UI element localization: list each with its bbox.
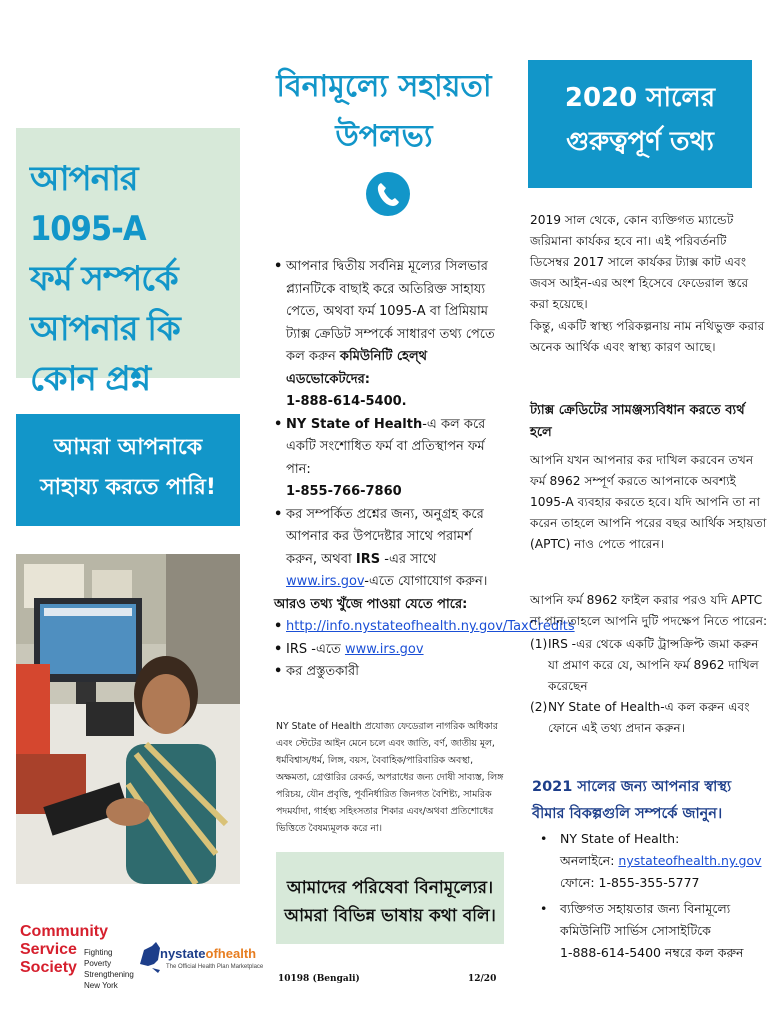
- help-line: সাহায্য করতে পারি!: [40, 475, 216, 500]
- services-line: আমরা বিভিন্ন ভাষায় কথা বলি।: [284, 906, 496, 926]
- enroll-paragraph: কিন্তু, একটি স্বাস্থ্য পরিকল্পনায় নাম নথিভুক্ত করার অনেক আর্থিক এবং স্বাস্থ্য কারণ আছে।: [530, 319, 765, 354]
- form-8962-paragraph: আপনি যখন আপনার কর দাখিল করবেন তখন ফর্ম 8962 সম্পূর্ণ করতে আপনাকে অবশ্যই 1095-A ব্যবহার করতে হবে। যদি আপনি তা না করেন তাহলে আপনি পরের বছর আর্থিক সহায়তা (APTC) নাও পেতে পারেন।: [530, 453, 767, 551]
- mandate-paragraph: 2019 সাল থেকে, কোন ব্যক্তিগত ম্যান্ডেট জরিমানা কার্যকর হবে না। এই পরিবর্তনটি ডিসেম্বর 2017 সালে কার্যকর ট্যাক্স কাট এবং জবস আইন-এর অংশ হিসেবে ফেডেরাল স্তরে করা হয়েছে।: [530, 213, 749, 311]
- logo-line: Society: [20, 959, 77, 976]
- heading-line: 2021 সালের জন্য আপনার স্বাস্থ্য: [532, 779, 732, 795]
- list-item: • NY State of Health:: [532, 828, 768, 850]
- reconcile-heading: ট্যাক্স ক্রেডিটের সামঞ্জস্যবিধান করতে ব্যর্থ হলে: [530, 403, 745, 440]
- phone-number[interactable]: 1-888-614-5400.: [286, 394, 407, 409]
- question-line: আপনার 1095-A: [30, 159, 146, 249]
- office-worker-photo: [16, 554, 240, 884]
- ny-state-map-icon: [138, 940, 162, 974]
- list-item: [274, 639, 506, 662]
- document-date: 12/20: [468, 974, 497, 984]
- box-line: গুরুত্বপূর্ণ তথ্য: [566, 127, 714, 157]
- tagline-line: New York: [84, 981, 118, 990]
- list-item: [274, 256, 506, 414]
- online-label: অনলাইনে:: [560, 853, 615, 868]
- nysoh-website-link[interactable]: nystateofhealth.ny.gov: [618, 853, 762, 868]
- step-text: NY State of Health-এ কল করুন এবং ফোনে এই তথ্য প্রদান করুন।: [548, 700, 750, 735]
- list-item: [274, 414, 506, 504]
- title-line: বিনামূল্যে সহায়তা: [276, 69, 492, 104]
- panel-left: [0, 0, 264, 1024]
- nondiscrimination-notice: NY State of Health প্রযোজ্য ফেডেরাল নাগরিক অধিকার এবং স্টেটের আইন মেনে চলে এবং জাতি, বর্ণ, জাতীয় মূল, ধর্মবিশ্বাস/ধর্ম, লিঙ্গ, বয়স, বৈবাহিক/পারিবারিক অবস্থা, অক্ষমতা, গ্রেপ্তারির রেকর্ড, অপরাধের জন্য দোষী সাব্যস্ত, লিঙ্গ পরিচয়, যৌন প্রবৃত্তি, পূর্বনির্ধারিত জিনগত বৈশিষ্ট্য, সামরিক পদমর্যাদা, গার্হস্থ্য সহিংসতার শিকার এবং/অথবা প্রতিশোধের ভিত্তিতে বৈষম্যমূলক করে না।: [276, 721, 504, 834]
- item-text: কর প্রস্তুতকারী: [286, 664, 359, 679]
- item-text: কর সম্পর্কিত প্রশ্নের জন্য, অনুগ্রহ করে আপনার কর উপদেষ্টার সাথে পরামর্শ করুন, অথবা: [286, 506, 484, 567]
- document-code: 10198 (Bengali): [278, 974, 360, 984]
- help-list: [274, 256, 575, 684]
- services-box: [276, 852, 504, 944]
- list-item-cont: 1-888-614-5400 নম্বরে কল করুন: [560, 945, 744, 960]
- step-item: [530, 697, 768, 739]
- question-line: আপনার কি: [30, 309, 180, 349]
- question-line: কোন প্রশ্ন: [30, 359, 151, 399]
- irs-link[interactable]: www.irs.gov: [344, 641, 424, 657]
- more-info-heading: আরও তথ্য খুঁজে পাওয়া যেতে পারে:: [274, 596, 468, 612]
- phone-icon: [366, 172, 410, 216]
- list-item: • ব্যক্তিগত সহায়তার জন্য বিনামূল্যে: [532, 898, 768, 920]
- item-bold: IRS: [355, 551, 381, 567]
- item-text: -এতে যোগাযোগ করুন।: [364, 574, 488, 589]
- phone-number[interactable]: 1-855-766-7860: [286, 484, 402, 499]
- heading-line: বীমার বিকল্পগুলি সম্পর্কে জানুন।: [532, 806, 723, 822]
- question-box: [16, 128, 240, 399]
- panel-right: [508, 0, 770, 1024]
- logo-tagline: [84, 947, 134, 991]
- online-line: [532, 850, 768, 872]
- step-text: IRS -এর থেকে একটি ট্রান্সক্রিপ্ট জমা করুন যা প্রমাণ করে যে, আপনি ফর্ম 8962 দাখিল করেছেন: [548, 637, 759, 693]
- important-info-box: [528, 60, 752, 188]
- box-line: 2020 সালের: [564, 83, 716, 113]
- list-item: [274, 616, 575, 639]
- photo-illustration: [16, 554, 240, 884]
- community-service-society-logo: [20, 923, 134, 993]
- logo-name: nystateofhealth: [160, 946, 257, 961]
- help-line: আমরা আপনাকে: [53, 435, 203, 460]
- irs-link[interactable]: www.irs.gov: [286, 574, 365, 589]
- step-number: (1): [530, 637, 548, 651]
- list-item-cont: কমিউনিটি সার্ভিস সোসাইটিকে: [560, 923, 711, 938]
- options-heading: [532, 774, 768, 828]
- logo-line: Community: [20, 923, 108, 940]
- item-text: IRS -এতে: [286, 641, 341, 657]
- item-text: -এ কল করে একটি সংশোধিত ফর্ম বা প্রতিস্থাপন ফর্ম পান:: [286, 416, 486, 477]
- step-number: (2): [530, 700, 548, 714]
- item-text: আপনার দ্বিতীয় সর্বনিম্ন মূল্যের সিলভার প্ল্যানটিকে বাছাই করে অতিরিক্ত সাহায্য পেতে, অথবা ফর্ম 1095-A বা প্রিমিয়াম ট্যাক্স ক্রেডিট সম্পর্কে সাধারণ তথ্য পেতে কল করুন: [286, 259, 495, 364]
- title-line: উপলভ্য: [335, 119, 433, 154]
- item-text: -এর সাথে: [384, 551, 437, 567]
- panel-middle: [254, 0, 575, 1024]
- item-bold: কমিউনিটি হেল্থ এডভোকেটদের:: [286, 349, 428, 387]
- nystateofhealth-logo: [138, 940, 264, 980]
- question-line: ফর্ম সম্পর্কে: [30, 259, 178, 299]
- logo-line: Service: [20, 941, 77, 958]
- tagline-line: Fighting Poverty: [84, 948, 113, 968]
- tagline-line: Strengthening: [84, 970, 134, 979]
- logo-subtitle: The Official Health Plan Marketplace: [166, 964, 264, 970]
- list-item: [274, 661, 506, 684]
- steps-list: [530, 634, 768, 739]
- free-help-title: [264, 62, 504, 162]
- taxcredits-link[interactable]: http://info.nystateofhealth.ny.gov/TaxCredits: [286, 619, 575, 634]
- help-box: [16, 414, 240, 526]
- aptc-paragraph: আপনি ফর্ম 8962 ফাইল করার পরও যদি APTC না পান তাহলে আপনি দুটি পদক্ষেপ নিতে পারেন:: [530, 593, 768, 628]
- phone-line: ফোনে: 1-855-355-5777: [560, 875, 700, 890]
- item-bold: NY State of Health: [286, 416, 423, 432]
- services-line: আমাদের পরিষেবা বিনামূল্যের।: [286, 878, 494, 898]
- step-item: [530, 634, 768, 697]
- contact-list: [532, 828, 768, 964]
- list-item: [274, 504, 506, 594]
